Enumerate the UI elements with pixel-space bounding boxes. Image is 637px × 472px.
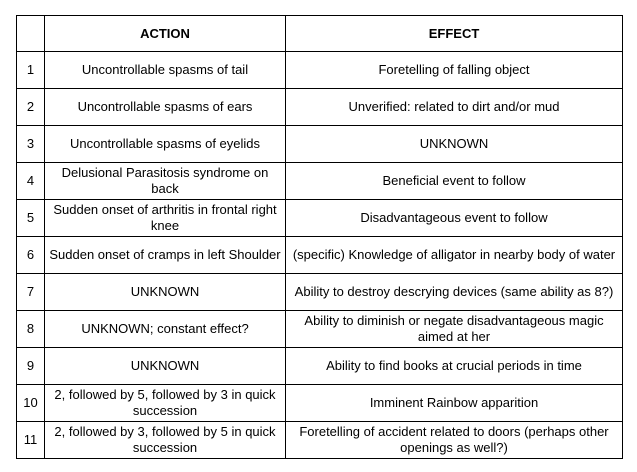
row-effect: Ability to diminish or negate disadvantageous magic aimed at her <box>286 311 623 348</box>
row-number: 4 <box>17 163 45 200</box>
table-row <box>17 385 623 422</box>
table-row <box>17 52 623 89</box>
table-row <box>17 422 623 459</box>
table-row <box>17 311 623 348</box>
row-effect: Disadvantageous event to follow <box>286 200 623 237</box>
row-number: 9 <box>17 348 45 385</box>
row-effect: Beneficial event to follow <box>286 163 623 200</box>
row-number: 3 <box>17 126 45 163</box>
row-effect: Unverified: related to dirt and/or mud <box>286 89 623 126</box>
row-number: 1 <box>17 52 45 89</box>
row-action: UNKNOWN; constant effect? <box>45 311 286 348</box>
row-action: UNKNOWN <box>45 348 286 385</box>
row-action: Uncontrollable spasms of ears <box>45 89 286 126</box>
row-effect: Foretelling of falling object <box>286 52 623 89</box>
row-number: 10 <box>17 385 45 422</box>
row-effect: UNKNOWN <box>286 126 623 163</box>
row-number: 11 <box>17 422 45 459</box>
row-action: Uncontrollable spasms of tail <box>45 52 286 89</box>
table-row <box>17 274 623 311</box>
row-number: 6 <box>17 237 45 274</box>
action-effect-table <box>16 15 623 459</box>
row-action: Sudden onset of arthritis in frontal right knee <box>45 200 286 237</box>
header-effect: EFFECT <box>286 16 623 52</box>
row-number: 8 <box>17 311 45 348</box>
row-number: 2 <box>17 89 45 126</box>
table-row <box>17 163 623 200</box>
table-row <box>17 89 623 126</box>
row-number: 7 <box>17 274 45 311</box>
row-effect: Foretelling of accident related to doors (perhaps other openings as well?) <box>286 422 623 459</box>
row-effect: Imminent Rainbow apparition <box>286 385 623 422</box>
row-action: UNKNOWN <box>45 274 286 311</box>
row-effect: Ability to destroy descrying devices (same ability as 8?) <box>286 274 623 311</box>
row-number: 5 <box>17 200 45 237</box>
row-effect: (specific) Knowledge of alligator in nearby body of water <box>286 237 623 274</box>
header-number <box>17 16 45 52</box>
table-row <box>17 237 623 274</box>
row-action: 2, followed by 5, followed by 3 in quick succession <box>45 385 286 422</box>
table-row <box>17 348 623 385</box>
row-action: 2, followed by 3, followed by 5 in quick succession <box>45 422 286 459</box>
row-action: Uncontrollable spasms of eyelids <box>45 126 286 163</box>
header-action: ACTION <box>45 16 286 52</box>
header-row <box>17 16 623 52</box>
table-row <box>17 126 623 163</box>
table-row <box>17 200 623 237</box>
row-effect: Ability to find books at crucial periods in time <box>286 348 623 385</box>
row-action: Delusional Parasitosis syndrome on back <box>45 163 286 200</box>
row-action: Sudden onset of cramps in left Shoulder <box>45 237 286 274</box>
